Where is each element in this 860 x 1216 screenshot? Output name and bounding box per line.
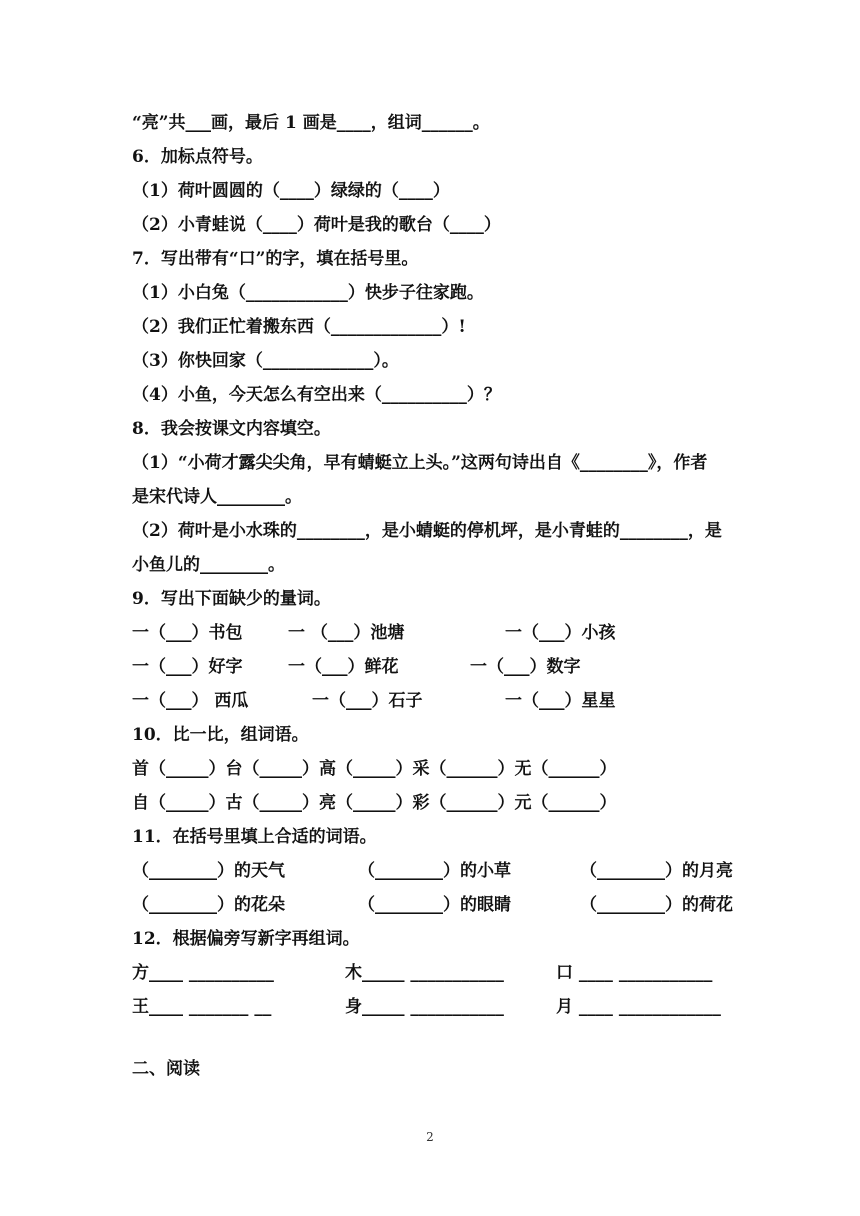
q9-cell: 一（___）石子 [312, 691, 423, 711]
question-10-title: 10．比一比，组词语。 [132, 725, 309, 745]
question-7-item-3: （3）你快回家（_____________）。 [132, 351, 399, 371]
q9-cell: 一（___）书包 [132, 623, 243, 643]
question-7-title: 7．写出带有“口”的字，填在括号里。 [132, 249, 419, 269]
q9-cell: 一（___）好字 [132, 657, 243, 677]
q12-cell: 王____ _______ __ [132, 997, 272, 1017]
question-6-title: 6．加标点符号。 [132, 147, 263, 167]
q11-cell: （________）的小草 [358, 861, 511, 881]
q9-cell: 一（___）小孩 [505, 623, 616, 643]
question-8-item-2-line-2: 小鱼儿的________。 [132, 555, 285, 575]
question-7-item-2: （2）我们正忙着搬东西（_____________）! [132, 317, 466, 337]
q9-cell: 一（___） 西瓜 [132, 691, 249, 711]
question-5-line: “亮”共___画，最后 1 画是____，组词______。 [132, 113, 490, 133]
question-8-item-1-line-2: 是宋代诗人________。 [132, 487, 302, 507]
q11-cell: （________）的花朵 [132, 895, 285, 915]
q9-cell: 一（___）星星 [505, 691, 616, 711]
question-6-item-1: （1）荷叶圆圆的（____）绿绿的（____） [132, 181, 450, 201]
q12-cell: 木_____ ___________ [345, 963, 504, 983]
q9-cell: 一（___）鲜花 [288, 657, 399, 677]
page-number: 2 [426, 1130, 434, 1144]
q12-cell: 月 ____ ____________ [556, 997, 721, 1017]
q12-cell: 方____ __________ [132, 963, 274, 983]
question-8-item-2-line-1: （2）荷叶是小水珠的________，是小蜻蜓的停机坪，是小青蛙的________，是 [132, 521, 722, 541]
question-8-title: 8．我会按课文内容填空。 [132, 419, 331, 439]
q9-cell: 一（___）数字 [470, 657, 581, 677]
question-11-title: 11．在括号里填上合适的词语。 [132, 827, 377, 847]
question-10-row-1: 首（_____）台（_____）高（_____）采（______）无（______） [132, 759, 617, 779]
q12-cell: 口 ____ ___________ [556, 963, 713, 983]
question-8-item-1-line-1: （1）“小荷才露尖尖角，早有蜻蜓立上头。”这两句诗出自《________》，作者 [132, 453, 708, 473]
q11-cell: （________）的荷花 [580, 895, 733, 915]
question-10-row-2: 自（_____）古（_____）亮（_____）彩（______）元（______） [132, 793, 617, 813]
question-7-item-1: （1）小白兔（____________）快步子往家跑。 [132, 283, 484, 303]
q12-cell: 身_____ ___________ [345, 997, 504, 1017]
question-9-title: 9．写出下面缺少的量词。 [132, 589, 331, 609]
q11-cell: （________）的眼睛 [358, 895, 511, 915]
question-12-title: 12．根据偏旁写新字再组词。 [132, 929, 360, 949]
question-6-item-2: （2）小青蛙说（____）荷叶是我的歌台（____） [132, 215, 501, 235]
q11-cell: （________）的天气 [132, 861, 285, 881]
q9-cell: 一 （___）池塘 [288, 623, 405, 643]
question-7-item-4: （4）小鱼，今天怎么有空出来（__________）？ [132, 385, 501, 405]
section-2-heading: 二、阅读 [132, 1059, 200, 1079]
q11-cell: （________）的月亮 [580, 861, 733, 881]
